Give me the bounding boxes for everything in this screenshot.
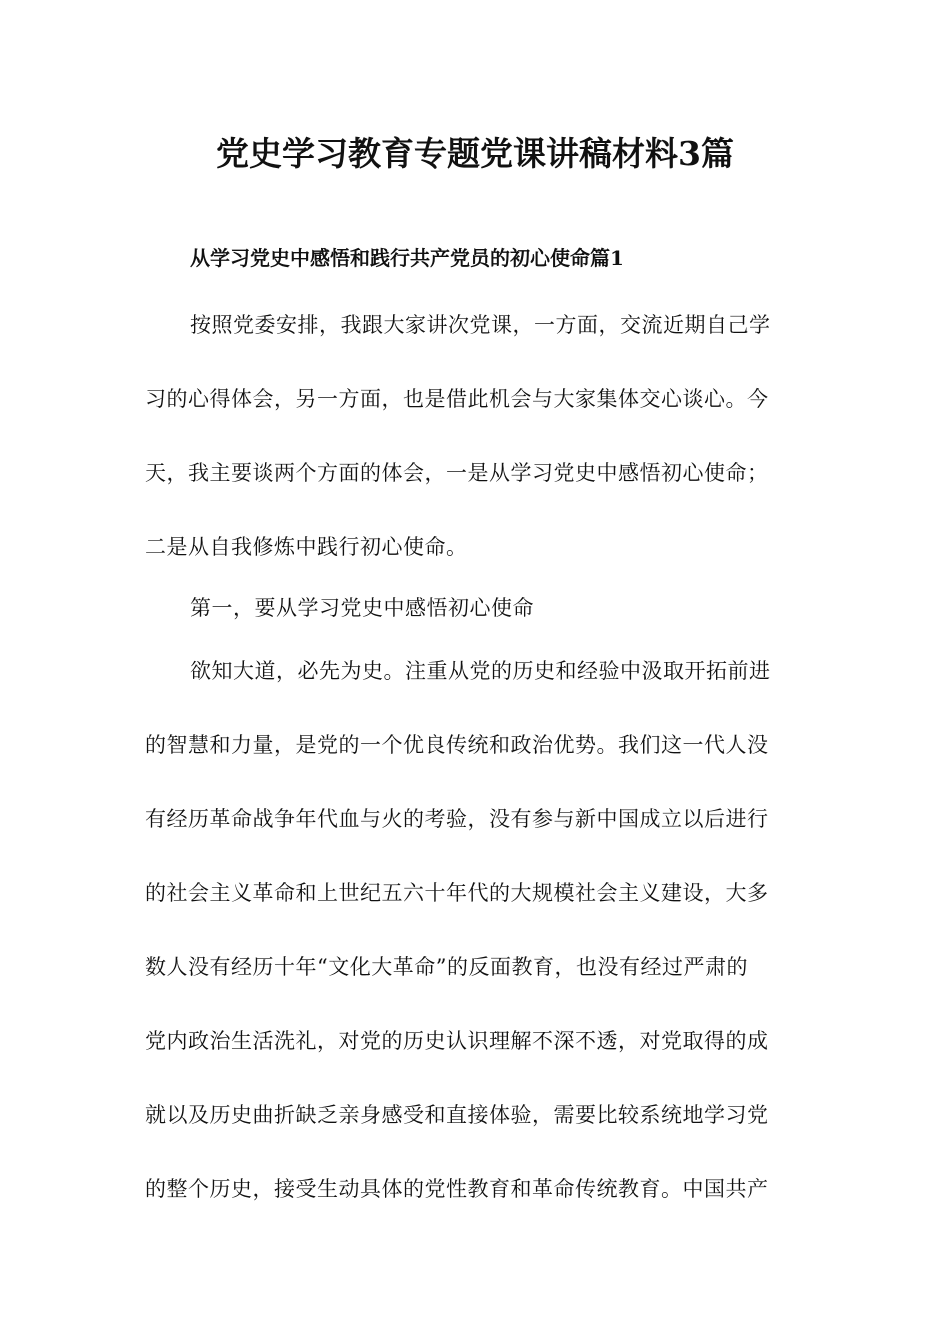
paragraph-line: 欲知大道，必先为史。注重从党的历史和经验中汲取开拓前进 (190, 659, 771, 683)
paragraph-intro (145, 288, 805, 584)
paragraph-line: 习的心得体会，另一方面，也是借此机会与大家集体交心谈心。今 (145, 387, 769, 411)
paragraph-line: 第一，要从学习党史中感悟初心使命 (190, 596, 534, 620)
paragraph-line: 的智慧和力量，是党的一个优良传统和政治优势。我们这一代人没 (145, 733, 769, 757)
paragraph-line: 的整个历史，接受生动具体的党性教育和革命传统教育。中国共产 (145, 1177, 769, 1201)
paragraph-line: 按照党委安排，我跟大家讲次党课，一方面，交流近期自己学 (190, 313, 771, 337)
paragraph-line: 二是从自我修炼中践行初心使命。 (145, 535, 468, 559)
paragraph-line: 数人没有经历十年“文化大革命”的反面教育，也没有经过严肃的 (145, 955, 748, 979)
section-heading: 从学习党史中感悟和践行共产党员的初心使命篇1 (190, 246, 624, 270)
paragraph-line: 的社会主义革命和上世纪五六十年代的大规模社会主义建设，大多 (145, 881, 769, 905)
paragraph-line: 天，我主要谈两个方面的体会，一是从学习党史中感悟初心使命； (145, 461, 769, 485)
paragraph-history (145, 634, 805, 1226)
paragraph-line: 党内政治生活洗礼，对党的历史认识理解不深不透，对党取得的成 (145, 1029, 769, 1053)
paragraph-line: 有经历革命战争年代血与火的考验，没有参与新中国成立以后进行 (145, 807, 769, 831)
document-title: 党史学习教育专题党课讲稿材料3篇 (216, 134, 734, 173)
paragraph-line: 就以及历史曲折缺乏亲身感受和直接体验，需要比较系统地学习党 (145, 1103, 769, 1127)
